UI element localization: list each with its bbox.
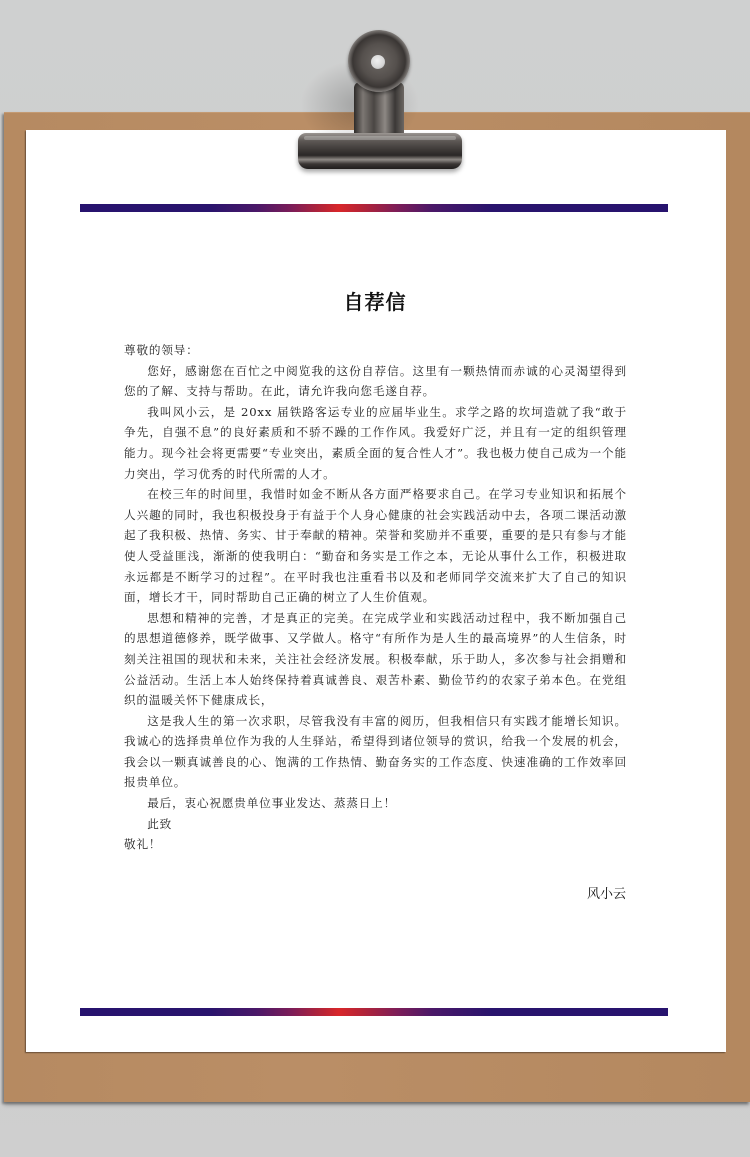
- signature: 风小云: [586, 887, 626, 902]
- letter-body: [124, 340, 627, 855]
- paragraph-greeting: 您好，感谢您在百忙之中阅览我的这份自荐信。这里有一颗热情而赤诚的心灵渴望得到您的了解、支持与帮助。在此，请允许我向您毛遂自荐。: [124, 363, 627, 399]
- closing-line-1: 此致: [147, 816, 173, 831]
- salutation: 尊敬的领导：: [124, 343, 199, 357]
- paragraph-introduction: 我叫风小云，是 20xx 届铁路客运专业的应届毕业生。求学之路的坎坷造就了我“敢于争先，自强不息”的良好素质和不骄不躁的工作作风。我爱好广泛，并且有一定的组织管理能力。现今社会将更需要“专业突出，素质全面的复合性人才”。我也极力使自己成为一个能力突出，学习优秀的时代所需的人才。: [124, 404, 627, 481]
- binder-clip-hole: [371, 55, 385, 69]
- paragraph-school-experience: 在校三年的时间里，我惜时如金不断从各方面严格要求自己。在学习专业知识和拓展个人兴趣的同时，我也积极投身于有益于个人身心健康的社会实践活动中去，各项二课活动激起了我积极、热情、务实、甘于奉献的精神。荣誉和奖励并不重要，重要的是只有参与才能使人受益匪浅，渐渐的使我明白：“勤奋和务实是工作之本，无论从事什么工作，积极进取永远都是不断学习的过程”。在平时我也注重看书以及和老师同学交流来扩大了自己的知识面，增长才干，同时帮助自己正确的树立了人生价值观。: [124, 487, 627, 605]
- closing-line-2: 敬礼！: [124, 837, 162, 852]
- paragraph-job-request: 这是我人生的第一次求职，尽管我没有丰富的阅历，但我相信只有实践才能增长知识。我诚心的选择贵单位作为我的人生驿站，希望得到诸位领导的赏识，给我一个发展的机会，我会以一颗真诚善良的心、饱满的工作热情、勤奋务实的工作态度、快速准确的工作效率回报贵单位。: [124, 713, 627, 790]
- document-title: 自荐信: [343, 290, 407, 314]
- paragraph-wishes: 最后，衷心祝愿贵单位事业发达、蒸蒸日上！: [147, 796, 397, 811]
- paragraph-character: 思想和精神的完善，才是真正的完美。在完成学业和实践活动过程中，我不断加强自己的思想道德修养，既学做事、又学做人。格守“有所作为是人生的最高境界”的人生信条，时刻关注祖国的现状和未来，关注社会经济发展。积极奉献，乐于助人，多次参与社会捐赠和公益活动。生活上本人始终保持着真诚善良、艰苦朴素、勤俭节约的农家子弟本色。在党组织的温暖关怀下健康成长，: [124, 610, 627, 708]
- bottom-gradient-divider: [80, 1008, 668, 1016]
- top-gradient-divider: [80, 204, 668, 212]
- binder-clip-base: [298, 133, 462, 169]
